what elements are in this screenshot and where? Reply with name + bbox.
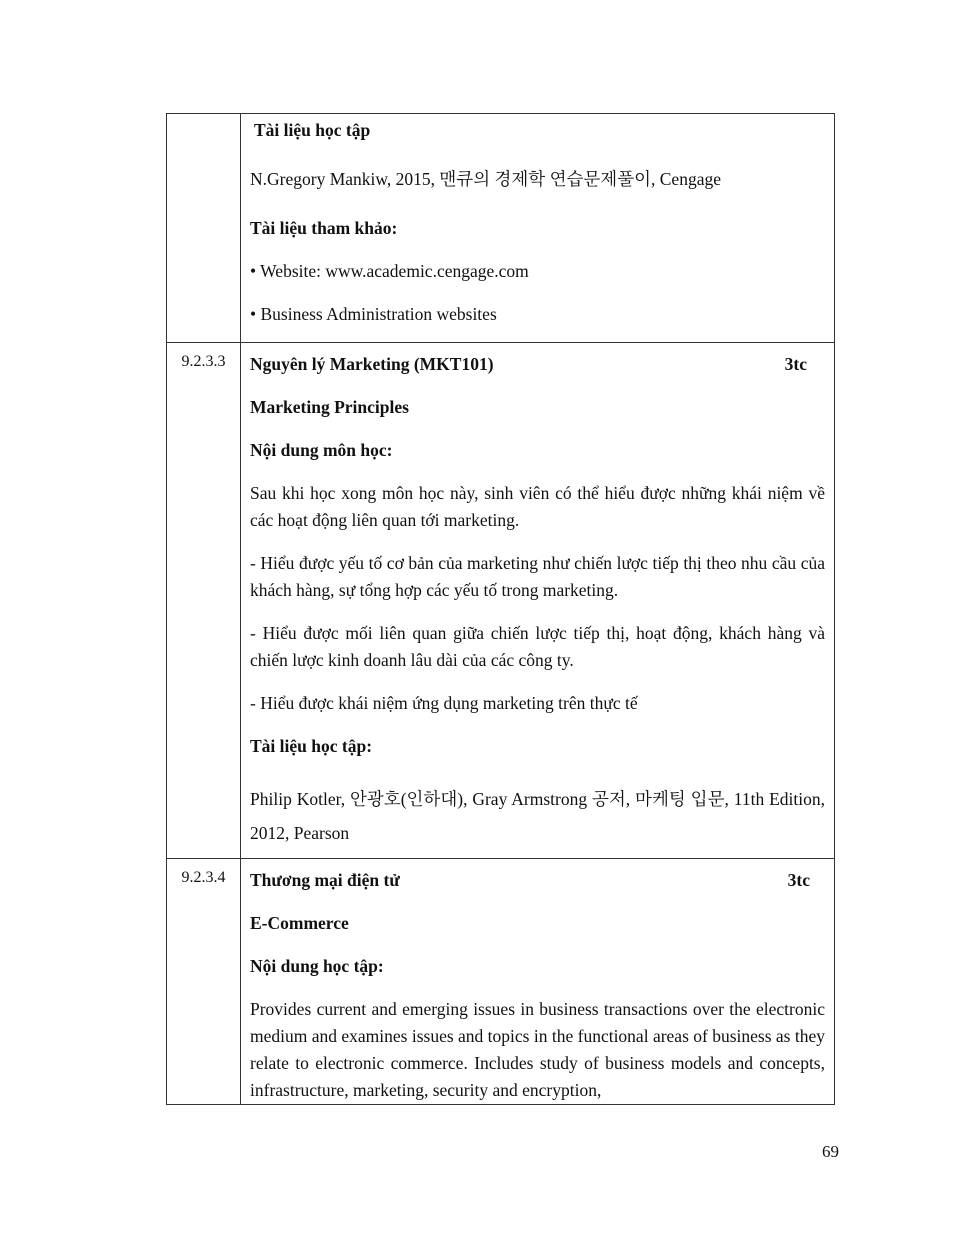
study-materials-heading: Tài liệu học tập — [254, 120, 371, 140]
content-paragraph: - Hiểu được khái niệm ứng dụng marketing trên thực tế — [250, 693, 638, 713]
content-heading: Nội dung học tập: — [250, 956, 384, 976]
course-credits: 3tc — [787, 870, 810, 890]
course-english-title: E-Commerce — [250, 913, 349, 933]
reference-item: • Business Administration websites — [250, 304, 497, 324]
course-content-cell — [241, 114, 835, 343]
course-title: Thương mại điện tử — [250, 870, 400, 890]
study-materials-heading: Tài liệu học tập: — [250, 736, 373, 756]
table-row — [167, 114, 835, 343]
course-title: Nguyên lý Marketing (MKT101) — [250, 354, 494, 374]
course-english-title: Marketing Principles — [250, 397, 409, 417]
course-credits: 3tc — [784, 354, 807, 374]
table-row — [167, 859, 835, 1105]
course-code-cell — [167, 114, 241, 343]
course-content-cell — [241, 343, 835, 859]
course-title-row — [250, 867, 825, 894]
content-paragraph: - Hiểu được yếu tố cơ bản của marketing như chiến lược tiếp thị theo nhu cầu của khách hàng, sự tổng hợp các yếu tố trong marketing. — [250, 553, 825, 600]
references-heading: Tài liệu tham khảo: — [250, 218, 398, 238]
reference-item: • Website: www.academic.cengage.com — [250, 261, 529, 281]
content-paragraph: - Hiểu được mối liên quan giữa chiến lược tiếp thị, hoạt động, khách hàng và chiến lược kinh doanh lâu dài của các công ty. — [250, 623, 825, 670]
content-paragraph: Sau khi học xong môn học này, sinh viên có thể hiểu được những khái niệm về các hoạt động liên quan tới marketing. — [250, 483, 825, 530]
textbook-text: N.Gregory Mankiw, 2015, 맨큐의 경제학 연습문제풀이, Cengage — [250, 169, 721, 189]
course-code-cell: 9.2.3.3 — [167, 343, 241, 859]
course-title-row — [250, 351, 825, 378]
textbook-text: Philip Kotler, 안광호(인하대), Gray Armstrong 공저, 마케팅 입문, 11th Edition, 2012, Pearson — [250, 789, 825, 843]
table-row — [167, 343, 835, 859]
course-table — [166, 113, 835, 1105]
course-content-cell — [241, 859, 835, 1105]
page-number: 69 — [822, 1142, 839, 1161]
course-code-cell: 9.2.3.4 — [167, 859, 241, 1105]
content-paragraph: Provides current and emerging issues in business transactions over the electronic medium and examines issues and topics in the functional areas of business as they relate to electronic commerce. Includes study of business models and concepts, infrastructure, marketing, security and encryption, — [250, 999, 825, 1100]
content-heading: Nội dung môn học: — [250, 440, 393, 460]
